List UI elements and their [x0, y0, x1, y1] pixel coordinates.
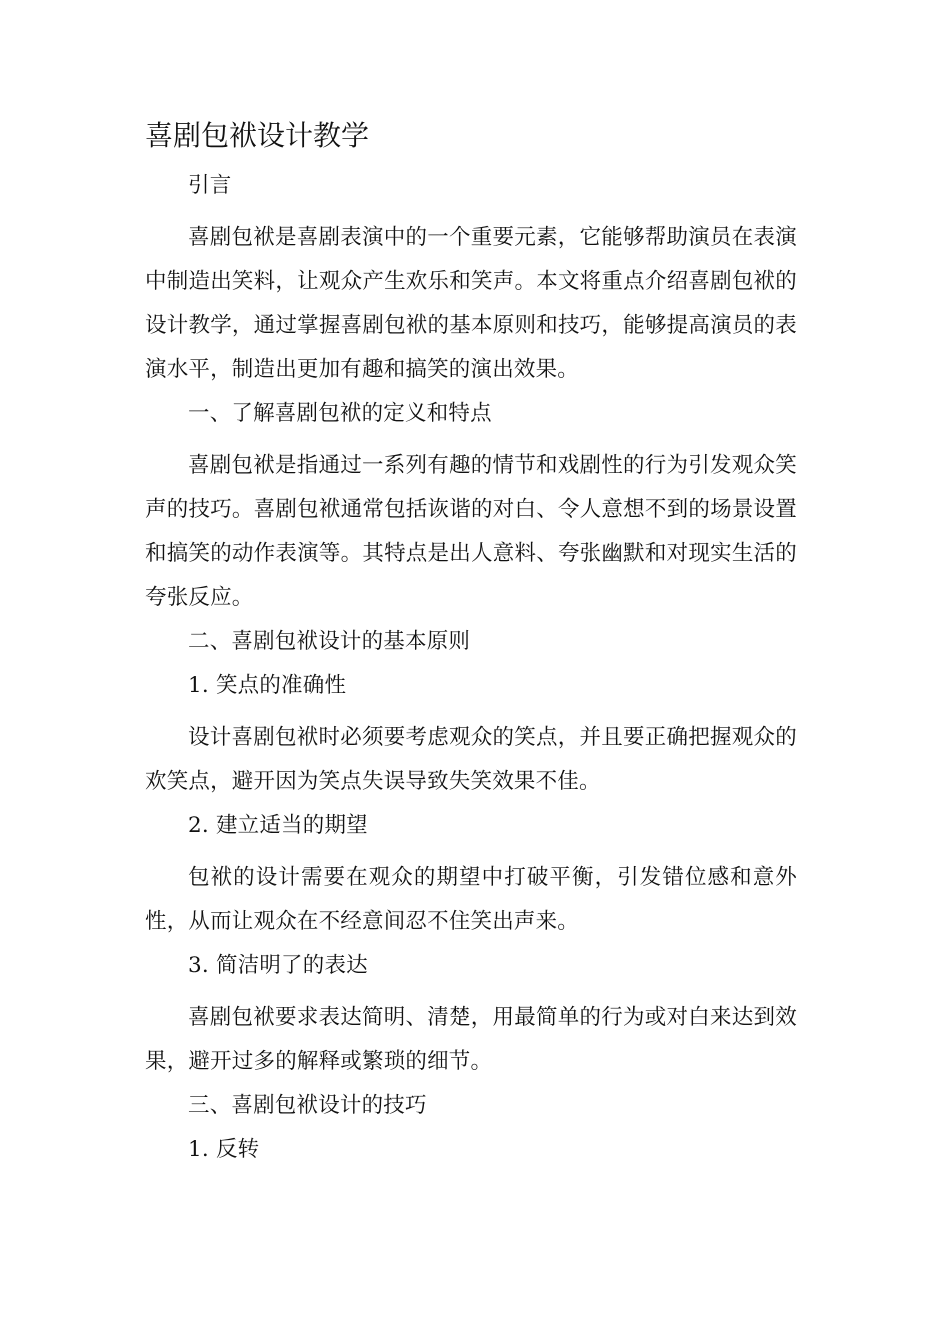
- section2-item2-paragraph: 包袱的设计需要在观众的期望中打破平衡，引发错位感和意外性，从而让观众在不经意间忍不住笑出声来。: [145, 865, 797, 934]
- section1-paragraph: 喜剧包袱是指通过一系列有趣的情节和戏剧性的行为引发观众笑声的技巧。喜剧包袱通常包括诙谐的对白、令人意想不到的场景设置和搞笑的动作表演等。其特点是出人意料、夸张幽默和对现实生活的夸张反应。: [145, 453, 797, 610]
- document-title: 喜剧包袱设计教学: [145, 119, 370, 152]
- section2-item1-heading: 1. 笑点的准确性: [188, 673, 347, 698]
- section2-item2-heading: 2. 建立适当的期望: [188, 813, 368, 838]
- section2-item3-heading: 3. 简洁明了的表达: [188, 953, 368, 978]
- section1-heading: 一、了解喜剧包袱的定义和特点: [188, 401, 492, 426]
- section2-item1-paragraph: 设计喜剧包袱时必须要考虑观众的笑点，并且要正确把握观众的欢笑点，避开因为笑点失误导致失笑效果不佳。: [145, 725, 797, 794]
- document-page: [145, 112, 797, 1172]
- intro-heading: 引言: [188, 173, 232, 198]
- section3-heading: 三、喜剧包袱设计的技巧: [188, 1093, 427, 1118]
- section2-heading: 二、喜剧包袱设计的基本原则: [188, 629, 471, 654]
- section2-item3-paragraph: 喜剧包袱要求表达简明、清楚，用最简单的行为或对白来达到效果，避开过多的解释或繁琐的细节。: [145, 1005, 797, 1074]
- section3-item1-heading: 1. 反转: [188, 1137, 260, 1162]
- intro-paragraph: 喜剧包袱是喜剧表演中的一个重要元素，它能够帮助演员在表演中制造出笑料，让观众产生欢乐和笑声。本文将重点介绍喜剧包袱的设计教学，通过掌握喜剧包袱的基本原则和技巧，能够提高演员的表演水平，制造出更加有趣和搞笑的演出效果。: [145, 225, 797, 382]
